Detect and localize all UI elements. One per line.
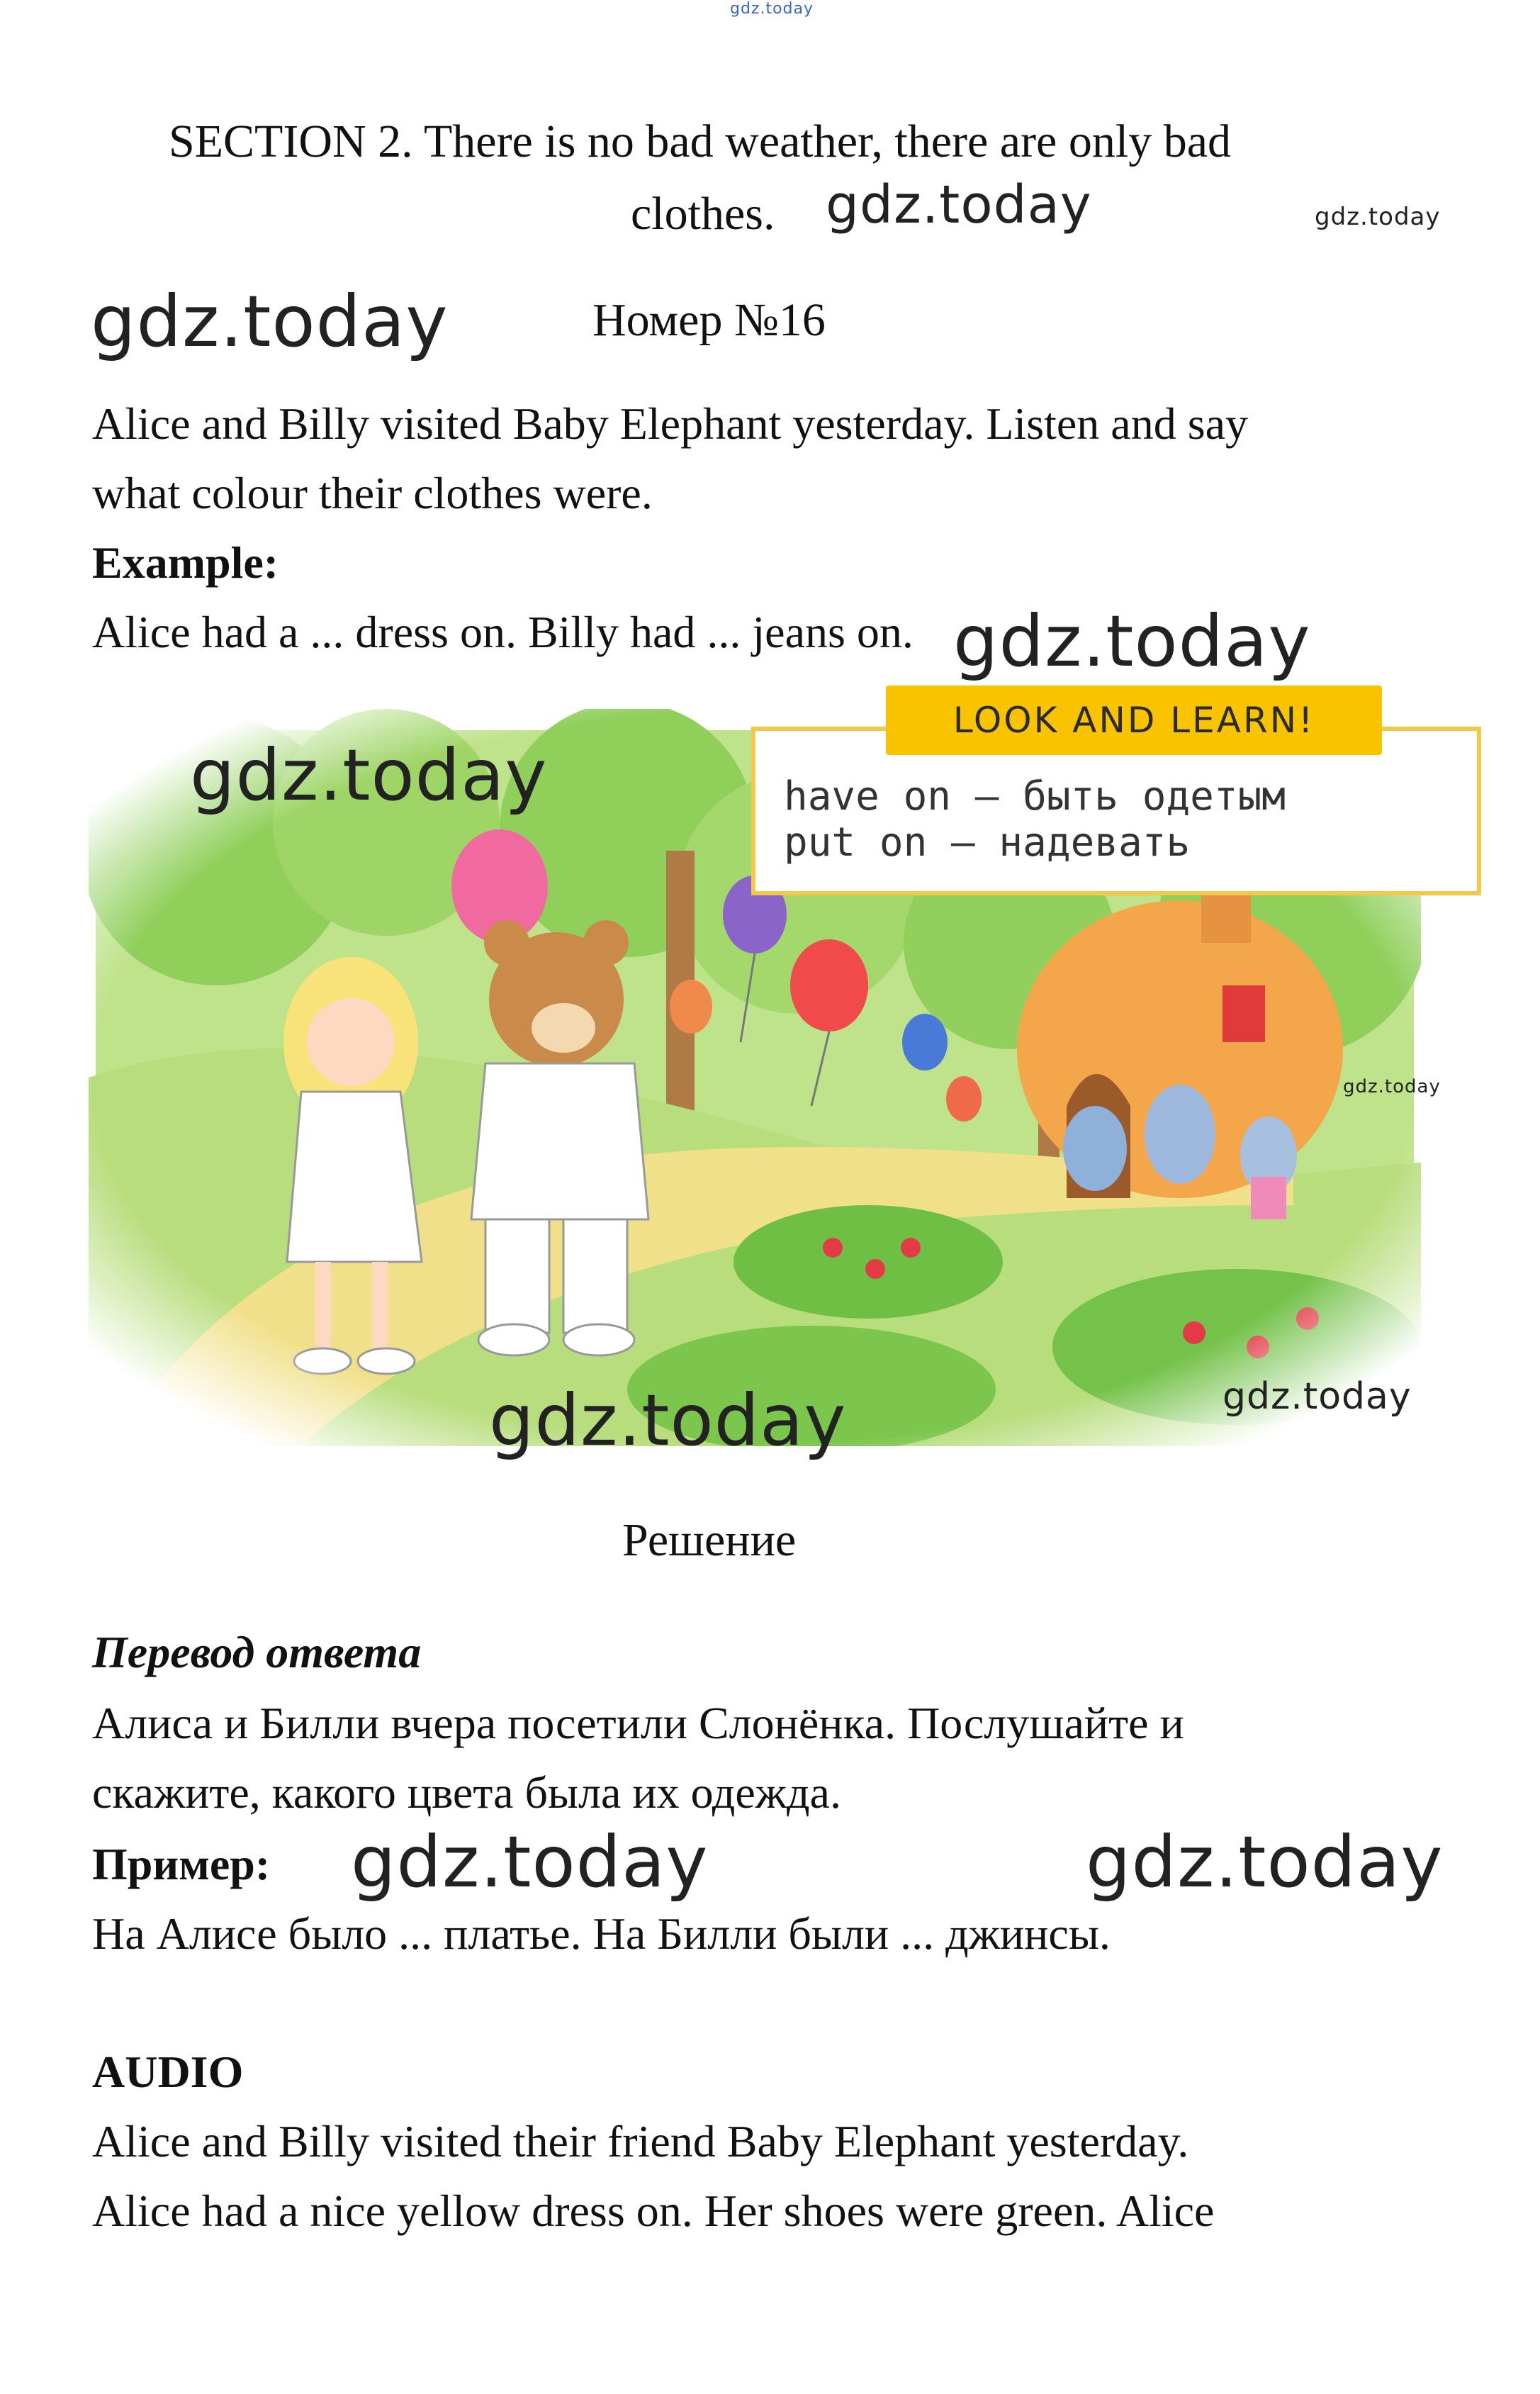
watermark-number: gdz.today (91, 280, 449, 363)
watermark-example: gdz.today (953, 600, 1311, 683)
example-label: Example: (92, 537, 279, 588)
example-text: Alice had a ... dress on. Billy had ... jeans on. (92, 607, 914, 657)
audio-line2: Alice had a nice yellow dress on. Her shoes were green. Alice (92, 2186, 1215, 2236)
section-title-line1: SECTION 2. There is no bad weather, there are only bad (169, 116, 1231, 167)
look-learn-line2: put on — надевать (784, 820, 1191, 866)
solution-label: Решение (622, 1514, 797, 1566)
task-number: Номер №16 (592, 294, 826, 346)
look-learn-title: LOOK AND LEARN! (886, 686, 1382, 755)
task-line2: what colour their clothes were. (92, 468, 653, 518)
watermark-title: gdz.today (826, 174, 1092, 235)
watermark-top: gdz.today (730, 0, 814, 18)
watermark-primer-right: gdz.today (1086, 1820, 1444, 1903)
translation-heading: Перевод ответа (92, 1627, 422, 1677)
watermark-illus-bottom: gdz.today (489, 1379, 847, 1462)
task-line1: Alice and Billy visited Baby Elephant yesterday. Listen and say (92, 398, 1248, 449)
translation-example-text: На Алисе было ... платье. На Билли были ... джинсы. (92, 1908, 1111, 1959)
translation-line2: скажите, какого цвета была их одежда. (92, 1767, 841, 1818)
look-and-learn-box (751, 700, 1481, 895)
translation-example-label: Пример: (92, 1839, 271, 1889)
translation-line1: Алиса и Билли вчера посетили Слонёнка. Послушайте и (92, 1698, 1184, 1748)
watermark-primer-mid: gdz.today (351, 1820, 709, 1903)
watermark-illus-top: gdz.today (190, 734, 548, 817)
audio-line1: Alice and Billy visited their friend Baby Elephant yesterday. (92, 2116, 1189, 2166)
watermark-illus-bottom-right: gdz.today (1223, 1375, 1412, 1418)
look-learn-line1: have on — быть одетым (784, 773, 1286, 820)
section-title-line2: clothes. (631, 188, 775, 240)
watermark-illus-elephants: gdz.today (1343, 1076, 1441, 1097)
watermark-title-small: gdz.today (1315, 203, 1441, 231)
audio-heading: AUDIO (92, 2047, 244, 2097)
